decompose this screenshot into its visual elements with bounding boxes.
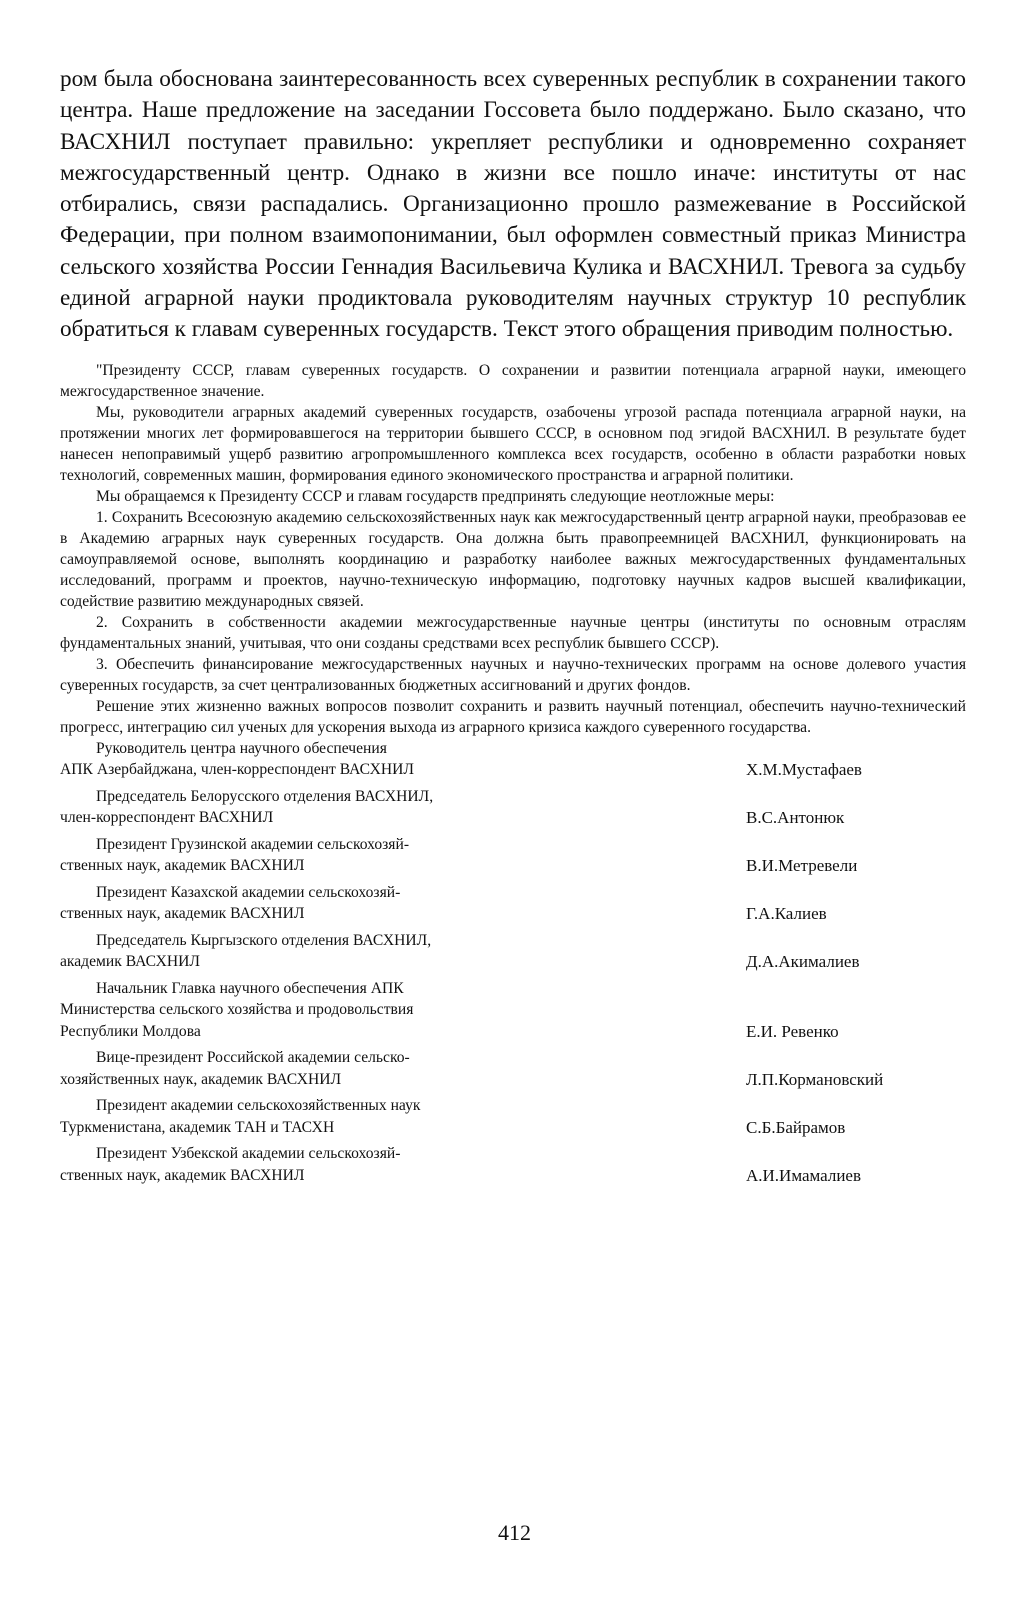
position-line-rest: Туркменистана, академик ТАН и ТАСХН bbox=[60, 1118, 335, 1136]
position-line-1: Вице-президент Российской академии сельско- bbox=[96, 1049, 410, 1067]
position-line-rest: хозяйственных наук, академик ВАСХНИЛ bbox=[60, 1070, 342, 1088]
position-line-rest: ственных наук, академик ВАСХНИЛ bbox=[60, 857, 305, 875]
page-number: 412 bbox=[498, 1520, 531, 1545]
signature-row bbox=[60, 834, 966, 877]
position-line-rest: член-корреспондент ВАСХНИЛ bbox=[60, 809, 274, 827]
appeal-paragraph-1: Мы, руководители аграрных академий суверенных государств, озабочены угрозой распада потенциала аграрной науки, на протяжении многих лет формировавшегося на территории бывшего СССР, в основном под эгидой ВАСХНИЛ. В результате будет нанесен непоправимый ущерб развитию агропромышленного комплекса всех государств, особенно в области разработки новых технологий, современных машин, формирования единого экономического пространства и аграрной политики. bbox=[60, 403, 966, 484]
signature-row bbox=[60, 978, 966, 1043]
signatory-position bbox=[60, 1095, 670, 1138]
position-line-1: Руководитель центра научного обеспечения bbox=[96, 739, 387, 757]
signatory-name: Г.А.Калиев bbox=[746, 904, 827, 924]
appeal-item-1: 1. Сохранить Всесоюзную академию сельскохозяйственных наук как межгосударственный центр аграрной науки, преобразовав ее в Академию аграрных наук суверенных государств. Она должна быть правопреемницей ВАСХНИЛ, функционировать на самоуправляемой основе, выполнять координацию и разработку наиболее важных межгосударственных фундаментальных исследований, программ и проектов, научно-техническую информацию, подготовку научных кадров высшей квалификации, содействие развитию международных связей. bbox=[60, 508, 966, 610]
signature-row bbox=[60, 1047, 966, 1090]
position-line-1: Президент Грузинской академии сельскохозяй- bbox=[96, 835, 410, 853]
signature-row bbox=[60, 1095, 966, 1138]
signatory-position bbox=[60, 834, 670, 877]
position-line-1: Президент академии сельскохозяйственных наук bbox=[96, 1097, 421, 1115]
position-line-rest: академик ВАСХНИЛ bbox=[60, 953, 200, 971]
appeal-item-3: 3. Обеспечить финансирование межгосударственных научных и научно-технических программ на основе долевого участия суверенных государств, за счет централизованных бюджетных ассигнований и других фондов. bbox=[60, 655, 966, 694]
signatory-name: Д.А.Акималиев bbox=[746, 952, 860, 972]
document-page bbox=[60, 64, 966, 1191]
position-line-1: Председатель Белорусского отделения ВАСХНИЛ, bbox=[96, 787, 434, 805]
signature-row bbox=[60, 1143, 966, 1186]
position-line-rest: ственных наук, академик ВАСХНИЛ bbox=[60, 905, 305, 923]
signature-row bbox=[60, 786, 966, 829]
position-line-1: Начальник Главка научного обеспечения АПК bbox=[96, 979, 404, 997]
signatory-position bbox=[60, 978, 670, 1043]
signatory-position bbox=[60, 930, 670, 973]
position-line-rest: ственных наук, академик ВАСХНИЛ bbox=[60, 1166, 305, 1184]
signature-row bbox=[60, 882, 966, 925]
appeal-paragraph-2: Мы обращаемся к Президенту СССР и главам государств предпринять следующие неотложные меры: bbox=[96, 487, 775, 505]
appeal-item-2: 2. Сохранить в собственности академии межгосударственные научные центры (институты по основным отраслям фундаментальных знаний, учитывая, что они созданы средствами всех республик бывшего СССР). bbox=[60, 613, 966, 652]
signatory-name: Е.И. Ревенко bbox=[746, 1021, 839, 1041]
signatory-name: Х.М.Мустафаев bbox=[746, 760, 862, 780]
signatory-position bbox=[60, 786, 670, 829]
signature-row bbox=[60, 930, 966, 973]
signature-row bbox=[60, 738, 966, 781]
position-line-1: Президент Узбекской академии сельскохозяй- bbox=[96, 1145, 401, 1163]
position-line-1: Президент Казахской академии сельскохозяй- bbox=[96, 883, 401, 901]
position-line-rest: АПК Азербайджана, член-корреспондент ВАСХНИЛ bbox=[60, 761, 415, 779]
signatory-position bbox=[60, 882, 670, 925]
signatory-name: Л.П.Кормановский bbox=[746, 1069, 884, 1089]
signatory-name: В.С.Антонюк bbox=[746, 808, 845, 828]
intro-paragraph: ром была обоснована заинтересованность всех суверенных республик в сохранении такого центра. Наше предложение на заседании Госсовета было поддержано. Было сказано, что ВАСХНИЛ поступает правильно: укрепляет республики и одновременно сохраняет межгосударственный центр. Однако в жизни все пошло иначе: институты от нас отбирались, связи распадались. Организационно прошло размежевание в Российской Федерации, при полном взаимопонимании, был оформлен совместный приказ Министра сельского хозяйства России Геннадия Васильевича Кулика и ВАСХНИЛ. Тревога за судьбу единой аграрной науки продиктовала руководителям научных структур 10 республик обратиться к главам суверенных государств. Текст этого обращения приводим полностью. bbox=[60, 66, 966, 343]
signatory-position bbox=[60, 1143, 670, 1186]
signature-list bbox=[60, 738, 966, 1187]
position-line-rest: Министерства сельского хозяйства и продовольствия Республики Молдова bbox=[60, 1001, 414, 1040]
signatory-position bbox=[60, 1047, 670, 1090]
signatory-name: С.Б.Байрамов bbox=[746, 1117, 846, 1137]
appeal-paragraph-3: Решение этих жизненно важных вопросов позволит сохранить и развить научный потенциал, обеспечить научно-технический прогресс, интеграцию сил ученых для ускорения выхода из аграрного кризиса каждого суверенного государства. bbox=[60, 697, 966, 736]
signatory-name: В.И.Метревели bbox=[746, 856, 858, 876]
appeal-text bbox=[60, 360, 966, 738]
appeal-heading: "Президенту СССР, главам суверенных государств. О сохранении и развитии потенциала аграрной науки, имеющего межгосударственное значение. bbox=[60, 361, 966, 400]
signatory-position bbox=[60, 738, 670, 781]
signatory-name: А.И.Имамалиев bbox=[746, 1165, 862, 1185]
position-line-1: Председатель Кыргызского отделения ВАСХНИЛ, bbox=[96, 931, 432, 949]
